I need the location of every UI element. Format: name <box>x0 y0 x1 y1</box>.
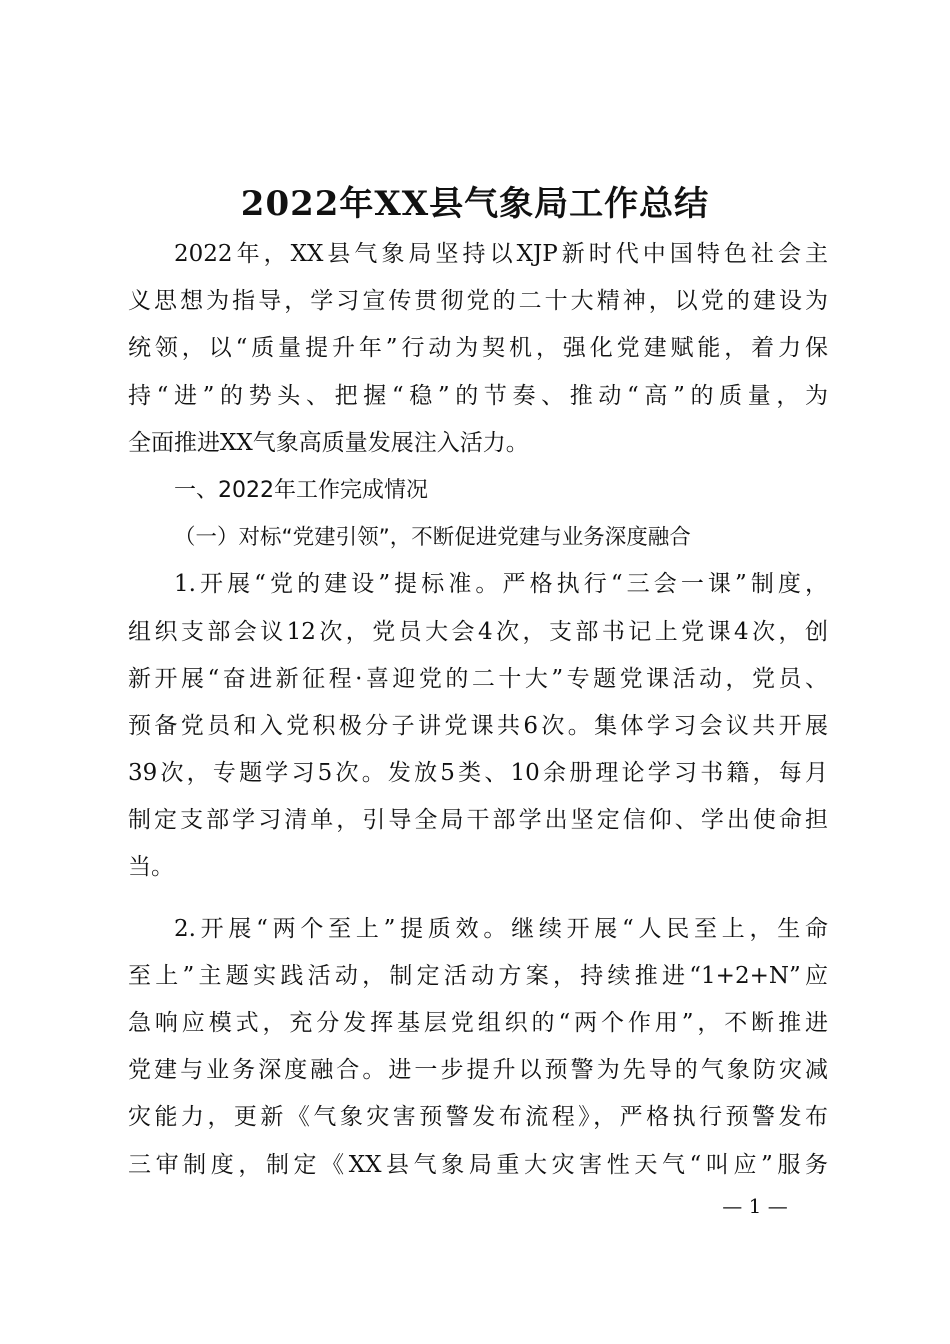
page-number: — 1 — <box>722 1194 788 1218</box>
item1-line: 制定支部学习清单，引导全局干部学出坚定信仰、学出使命担 <box>128 807 828 834</box>
intro-line: 全面推进XX气象高质量发展注入活力。 <box>128 429 529 456</box>
item1-line: 1.开展“党的建设”提标准。严格执行“三会一课”制度， <box>174 571 828 598</box>
item1-line: 当。 <box>128 854 174 881</box>
document-title: 2022年XX县气象局工作总结 <box>240 184 710 224</box>
intro-line: 义思想为指导，学习宣传贯彻党的二十大精神，以党的建设为 <box>128 288 828 315</box>
item2-line: 党建与业务深度融合。进一步提升以预警为先导的气象防灾减 <box>128 1057 828 1084</box>
item2-line: 急响应模式，充分发挥基层党组织的“两个作用”，不断推进 <box>128 1010 828 1036</box>
item2-line: 2.开展“两个至上”提质效。继续开展“人民至上，生命 <box>174 915 828 942</box>
subsection-heading: （一）对标“党建引领”，不断促进党建与业务深度融合 <box>174 525 691 551</box>
document-body <box>128 231 828 1189</box>
item1-line: 预备党员和入党积极分子讲党课共6次。集体学习会议共开展 <box>128 712 828 739</box>
item2-line: 三审制度，制定《XX县气象局重大灾害性天气“叫应”服务 <box>128 1151 828 1178</box>
paragraph-gap <box>128 892 828 906</box>
section-heading: 一、2022年工作完成情况 <box>174 477 428 503</box>
intro-line: 持“进”的势头、把握“稳”的节奏、推动“高”的质量，为 <box>128 382 828 409</box>
intro-line: 统领，以“质量提升年”行动为契机，强化党建赋能，着力保 <box>128 335 828 362</box>
item2-line: 灾能力，更新《气象灾害预警发布流程》，严格执行预警发布 <box>128 1104 828 1131</box>
item1-line: 新开展“奋进新征程·喜迎党的二十大”专题党课活动，党员、 <box>128 665 828 692</box>
item1-line: 组织支部会议12次，党员大会4次，支部书记上党课4次，创 <box>128 618 828 645</box>
intro-line: 2022年，XX县气象局坚持以XJP新时代中国特色社会主 <box>174 241 828 267</box>
item1-line: 39次，专题学习5次。发放5类、10余册理论学习书籍，每月 <box>128 760 828 787</box>
item2-line: 至上”主题实践活动，制定活动方案，持续推进“1+2+N”应 <box>128 962 828 989</box>
